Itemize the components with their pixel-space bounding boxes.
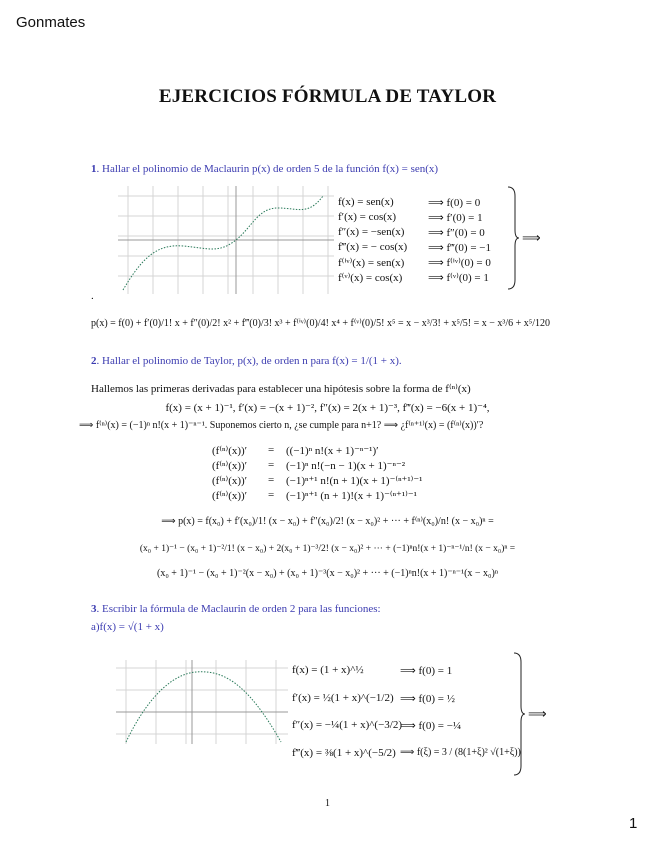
exercise-1-statement bbox=[91, 163, 438, 175]
step-eq: = bbox=[268, 474, 275, 486]
value-row: ⟹ f′(0) = 1 bbox=[428, 212, 483, 224]
derivative-row: f″(x) = −sen(x) bbox=[338, 226, 405, 238]
right-brace bbox=[512, 652, 526, 776]
derivative-row: f′(x) = cos(x) bbox=[338, 211, 397, 223]
value-row: ⟹ f(0) = −¼ bbox=[400, 720, 462, 732]
step-lhs: (f⁽ⁿ⁾(x))′ bbox=[212, 475, 248, 487]
taylor-line-3: (x₀ + 1)⁻¹ − (x₀ + 1)⁻²(x − x₀) + (x₀ + 1)⁻³(x − x₀)² + ··· + (−1)ⁿn!(x + 1)⁻ⁿ⁻¹(x − x₀)ⁿ bbox=[156, 568, 499, 579]
derivative-row: f″(x) = −¼(1 + x)^(−3/2) bbox=[292, 719, 403, 731]
approximation-curve bbox=[126, 672, 281, 742]
step-eq: = bbox=[268, 489, 275, 501]
value-row: ⟹ f‴(0) = −1 bbox=[428, 242, 491, 254]
value-row: ⟹ f(ξ) = 3 / (8(1+ξ)² √(1+ξ)) bbox=[400, 747, 521, 758]
step-lhs: (f⁽ⁿ⁾(x))′ bbox=[212, 445, 248, 457]
step-lhs: (f⁽ⁿ⁾(x))′ bbox=[212, 490, 248, 502]
hypothesis-line: ⟹ f⁽ⁿ⁾(x) = (−1)ⁿ n!(x + 1)⁻ⁿ⁻¹. Suponemos cierto n, ¿se cumple para n+1? ⟹ ¿f⁽ⁿ⁺¹⁾(x) = (f⁽ⁿ⁾(x))′? bbox=[79, 420, 484, 431]
step-rhs: (−1)ⁿ n!(−n − 1)(x + 1)⁻ⁿ⁻² bbox=[286, 460, 406, 472]
derivative-row: f⁽ᵛ⁾(x) = cos(x) bbox=[338, 272, 403, 284]
derivative-row: f‴(x) = ⅜(1 + x)^(−5/2) bbox=[292, 747, 396, 759]
graph-grid bbox=[116, 660, 288, 744]
derivative-row: f′(x) = ½(1 + x)^(−1/2) bbox=[292, 692, 394, 704]
step-rhs: (−1)ⁿ⁺¹ n!(n + 1)(x + 1)⁻⁽ⁿ⁺¹⁾⁻¹ bbox=[286, 475, 423, 487]
dot: . bbox=[91, 290, 94, 302]
statement-text: . Hallar el polinomio de Taylor, p(x), de orden n para f(x) = 1/(1 + x). bbox=[96, 355, 402, 367]
corner-page-number: 1 bbox=[629, 815, 638, 832]
step-lhs: (f⁽ⁿ⁾(x))′ bbox=[212, 460, 248, 472]
page-title: EJERCICIOS FÓRMULA DE TAYLOR bbox=[158, 86, 497, 107]
implies-arrow: ⟹ bbox=[522, 230, 541, 245]
value-row: ⟹ f⁽ⁱᵛ⁾(0) = 0 bbox=[428, 257, 491, 269]
footer-page-number: 1 bbox=[325, 798, 330, 809]
value-row: ⟹ f(0) = 1 bbox=[400, 665, 453, 677]
value-row: ⟹ f″(0) = 0 bbox=[428, 227, 485, 239]
exercise-number: 3 bbox=[91, 603, 97, 615]
derivative-row: f⁽ⁱᵛ⁾(x) = sen(x) bbox=[338, 257, 405, 269]
derivative-row: f‴(x) = − cos(x) bbox=[338, 241, 408, 253]
first-derivatives: f(x) = (x + 1)⁻¹, f′(x) = −(x + 1)⁻², f″(x) = 2(x + 1)⁻³, f‴(x) = −6(x + 1)⁻⁴, bbox=[165, 402, 490, 414]
step-eq: = bbox=[268, 459, 275, 471]
step-rhs: ((−1)ⁿ n!(x + 1)⁻ⁿ⁻¹)′ bbox=[286, 445, 379, 457]
subitem-a: a)f(x) = √(1 + x) bbox=[91, 621, 164, 633]
sqrt-taylor-graph bbox=[116, 660, 288, 744]
right-brace bbox=[506, 186, 520, 290]
derivative-row: f(x) = (1 + x)^½ bbox=[292, 664, 364, 676]
taylor-line-1: ⟹ p(x) = f(x₀) + f′(x₀)/1! (x − x₀) + f″(x₀)/2! (x − x₀)² + ··· + f⁽ⁿ⁾(x₀)/n! (x − x₀)ⁿ = bbox=[161, 516, 494, 527]
taylor-line-2: (x₀ + 1)⁻¹ − (x₀ + 1)⁻²/1! (x − x₀) + 2(x₀ + 1)⁻³/2! (x − x₀)² + ··· + (−1)ⁿn!(x + 1)⁻ⁿ⁻¹/n! (x − x₀)ⁿ = bbox=[139, 544, 516, 554]
value-row: ⟹ f(0) = ½ bbox=[400, 693, 455, 705]
step-rhs: (−1)ⁿ⁺¹ (n + 1)!(x + 1)⁻⁽ⁿ⁺¹⁾⁻¹ bbox=[286, 490, 417, 502]
exercise-2-statement bbox=[91, 355, 402, 367]
sine-graph bbox=[118, 186, 334, 294]
step-eq: = bbox=[268, 444, 275, 456]
site-name: Gonmates bbox=[16, 14, 86, 31]
statement-text: . Escribir la fórmula de Maclaurin de orden 2 para las funciones: bbox=[96, 603, 381, 615]
intro-text: Hallemos las primeras derivadas para establecer una hipótesis sobre la forma de f⁽ⁿ⁾(x) bbox=[91, 383, 471, 395]
derivative-row: f(x) = sen(x) bbox=[338, 196, 394, 208]
exercise-number: 1 bbox=[91, 163, 97, 175]
maclaurin-polynomial: p(x) = f(0) + f′(0)/1! x + f″(0)/2! x² + f‴(0)/3! x³ + f⁽ⁱᵛ⁾(0)/4! x⁴ + f⁽ᵛ⁾(0)/5! x⁵ = x − x³/3! + x⁵/5! = x − x³/6 + x⁵/120 bbox=[91, 318, 551, 329]
statement-text: . Hallar el polinomio de Maclaurin p(x) de orden 5 de la función f(x) = sen(x) bbox=[96, 163, 439, 175]
exercise-3-statement bbox=[91, 603, 381, 615]
exercise-number: 2 bbox=[91, 355, 97, 367]
value-row: ⟹ f(0) = 0 bbox=[428, 197, 481, 209]
implies-arrow: ⟹ bbox=[528, 706, 547, 721]
value-row: ⟹ f⁽ᵛ⁾(0) = 1 bbox=[428, 272, 489, 284]
